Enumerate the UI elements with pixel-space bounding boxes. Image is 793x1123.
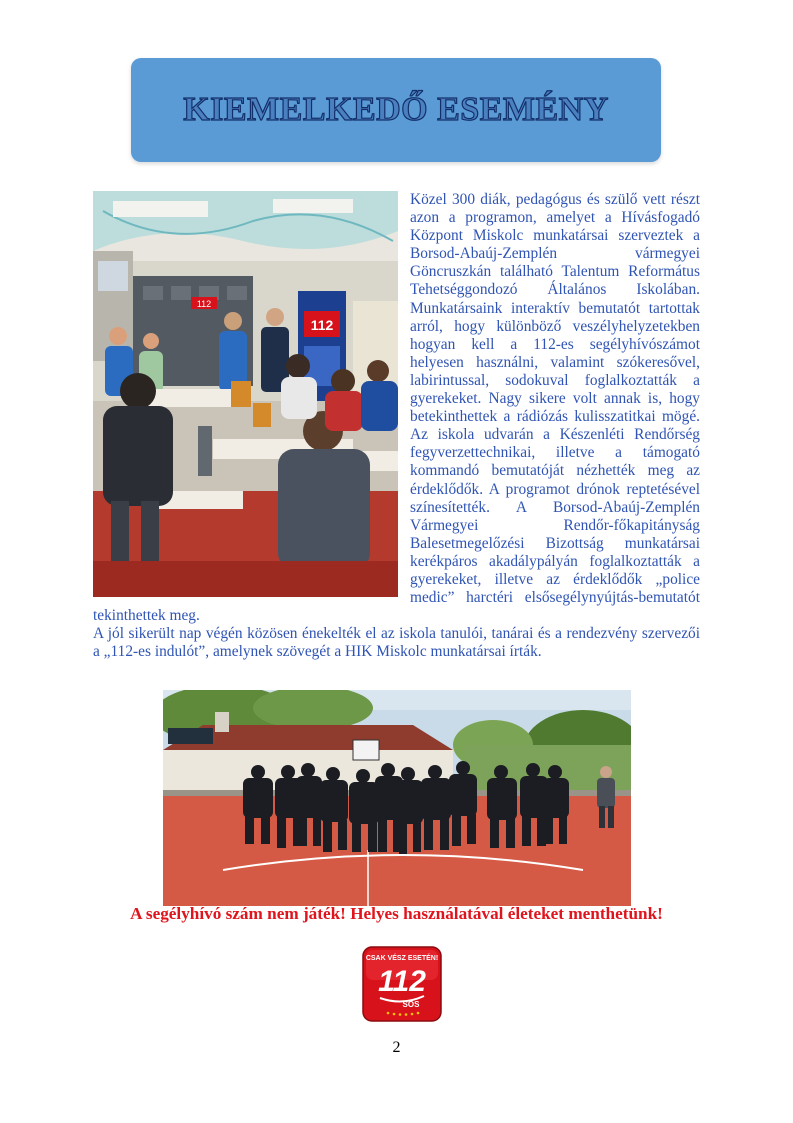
classroom-photo bbox=[93, 191, 398, 597]
page-title: KIEMELKEDŐ ESEMÉNY bbox=[183, 91, 609, 128]
poster-112-badge: 112 bbox=[310, 317, 334, 333]
article-paragraph-1: Közel 300 diák, pedagógus és szülő vett részt azon a programon, amelyet a Hívásfogadó Központ Miskolc munkatársai szerveztek a Borsod-Abaúj-Zemplén vármegyei Göncruszkán található Talentum Református Tehetséggondozó Általános Iskolában. Munkatársaink interaktív bemutatót tartottak arról, hogy különböző veszélyhelyzetekben hogyan kell a 112-es segélyhívószámot helyesen használni, valamint szókeresővel, labirintussal, sodokuval foglalkoztatták a gyerekeket. Nagy sikere volt annak is, hogy betekinthettek a rádiózás kulisszatitkai mögé. Az iskola udvarán a Készenléti Rendőrség fegyverzettechnikai, illetve a támogató kommandó bemutatóját nézhették meg az érdeklődők. A programot drónok reptetésével színesítették. A Borsod-Abaúj-Zemplén Vármegyei Rendőr-főkapitányság Balesetmegelőzési Bizottság munkatársai kerékpáros akadálypályán foglalkoztatták a gyerekeket, illetve az érdeklődők „police medic” harctéri elsősegélynyújtás-bemutatót tekinthettek meg. bbox=[93, 191, 700, 625]
classroom-sign-label: 112 bbox=[196, 299, 212, 309]
title-banner bbox=[131, 58, 661, 162]
logo-number: 112 bbox=[378, 965, 426, 998]
logo-top-text: CSAK VÉSZ ESETÉN! bbox=[365, 955, 439, 962]
slogan: A segélyhívó szám nem játék! Helyes használatával életeket menthetünk! bbox=[130, 904, 663, 923]
police-demonstration-photo bbox=[163, 690, 631, 906]
page-number: 2 bbox=[392, 1039, 401, 1056]
emergency-112-logo bbox=[362, 946, 442, 1022]
logo-sos-text: SOS bbox=[402, 1000, 420, 1009]
article-paragraph-2: A jól sikerült nap végén közösen énekelték el az iskola tanulói, tanárai és a rendezvény szervezői a „112-es indulót”, amelynek szövegét a HIK Miskolc munkatársai írták. bbox=[93, 625, 700, 661]
